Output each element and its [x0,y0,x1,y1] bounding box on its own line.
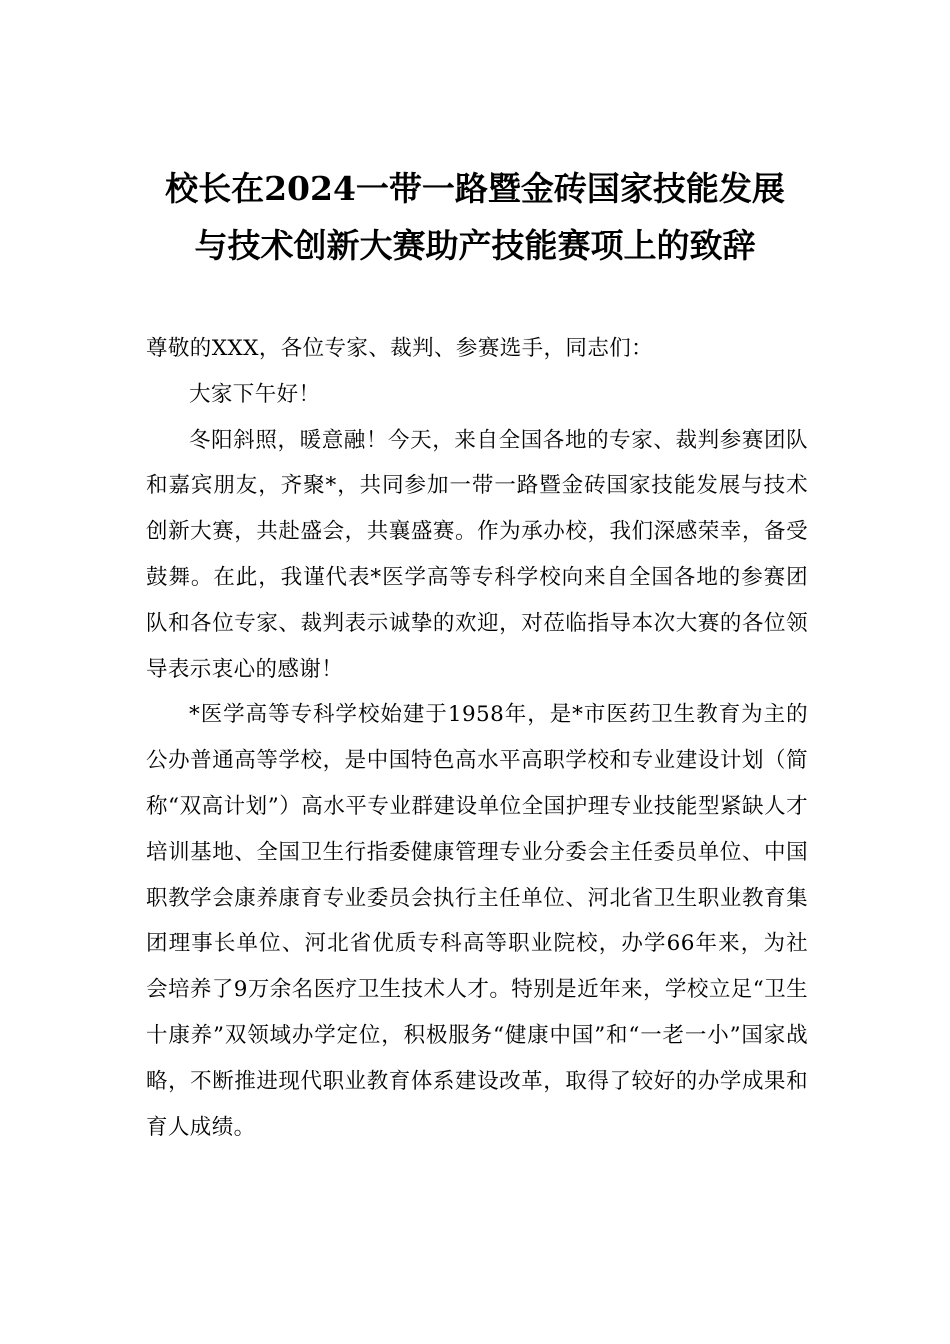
salutation: 尊敬的XXX，各位专家、裁判、参赛选手，同志们： [146,336,654,361]
title-line-2: 与技术创新大赛助产技能赛项上的致辞 [194,226,756,265]
welcome-paragraph: 冬阳斜照，暖意融！今天，来自全国各地的专家、裁判参赛团队和嘉宾朋友，齐聚*，共同参加一带一路暨金砖国家技能发展与技术创新大赛，共赴盛会，共襄盛赛。作为承办校，我们深感荣幸，备受鼓舞。在此，我谨代表*医学高等专科学校向来自全国各地的参赛团队和各位专家、裁判表示诚挚的欢迎，对莅临指导本次大赛的各位领导表示衷心的感谢！ [146,427,808,682]
title-line-1: 校长在2024一带一路暨金砖国家技能发展 [165,169,785,208]
document-title [120,160,830,274]
school-intro-paragraph: *医学高等专科学校始建于1958年，是*市医药卫生教育为主的公办普通高等学校，是中国特色高水平高职学校和专业建设计划（简称“双高计划”）高水平专业群建设单位全国护理专业技能型紧缺人才培训基地、全国卫生行指委健康管理专业分委会主任委员单位、中国职教学会康养康育专业委员会执行主任单位、河北省卫生职业教育集团理事长单位、河北省优质专科高等职业院校，办学66年来，为社会培养了9万余名医疗卫生技术人才。特别是近年来，学校立足“卫生十康养”双领域办学定位，积极服务“健康中国”和“一老一小”国家战略，不断推进现代职业教育体系建设改革，取得了较好的办学成果和育人成绩。 [146,702,808,1140]
greeting-paragraph: 大家下午好！ [189,381,321,407]
document-body [146,326,808,1150]
